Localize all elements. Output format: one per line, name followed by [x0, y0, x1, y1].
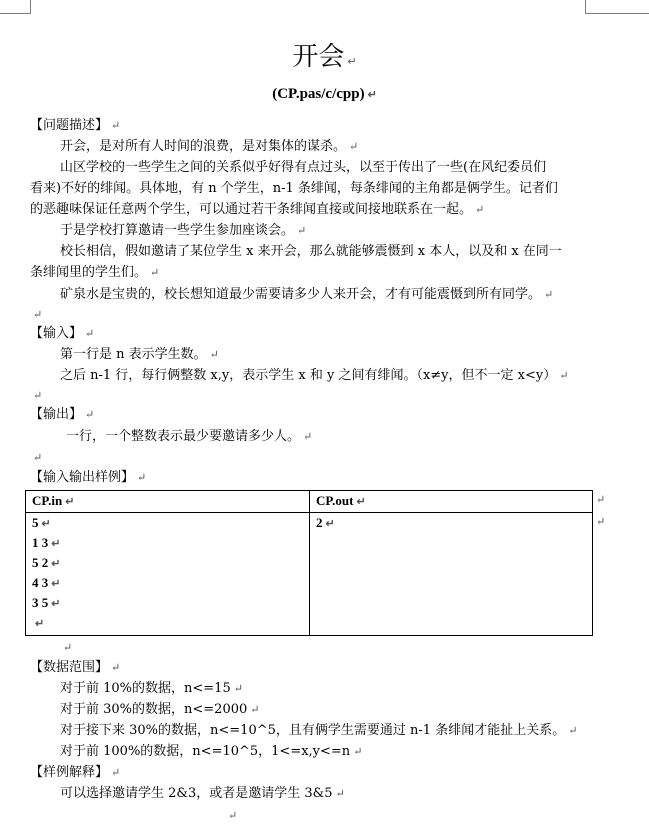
sample-in-row: 4 3 ↵ — [32, 575, 61, 590]
problem-line: 校长相信，假如邀请了某位学生 x 来开会，那么就能够震慑到 x 本人，以及和 x 在同一 — [60, 244, 562, 259]
problem-line: 山区学校的一些学生之间的关系似乎好得有点过头，以至于传出了一些(在风纪委员们 — [60, 160, 547, 175]
sample-heading: 【输入输出样例】 ↵ — [30, 470, 147, 485]
problem-line: 条绯闻里的学生们。 ↵ — [30, 265, 160, 280]
empty-paragraph-mark: ↵ — [35, 618, 45, 630]
sample-in-row: 3 5 ↵ — [32, 595, 61, 610]
page-corner-mark-right-v — [585, 0, 586, 14]
problem-line: 开会，是对所有人时间的浪费，是对集体的谋杀。 ↵ — [60, 139, 359, 154]
sample-in-header: CP.in ↵ — [32, 493, 75, 508]
range-line: 对于前 30%的数据，n<=2000 ↵ — [60, 702, 260, 717]
sample-out-row: 2 ↵ — [316, 515, 335, 530]
problem-line: 于是学校打算邀请一些学生参加座谈会。 ↵ — [60, 223, 307, 238]
range-line: 对于前 100%的数据，n<=10^5，1<=x,y<=n ↵ — [60, 744, 363, 759]
range-line: 对于接下来 30%的数据，n<=10^5，且有俩学生需要通过 n-1 条绯闻才能扯上关系。 ↵ — [60, 723, 578, 738]
range-line: 对于前 10%的数据，n<=15 ↵ — [60, 681, 243, 696]
page-corner-mark-left-v — [30, 0, 31, 14]
sample-out-header: CP.out ↵ — [316, 493, 366, 508]
page-corner-mark-left-h — [0, 13, 30, 14]
empty-paragraph-mark: ↵ — [33, 308, 43, 321]
output-heading: 【输出】 ↵ — [30, 407, 95, 422]
row-end-mark: ↵ — [596, 493, 606, 506]
input-line: 第一行是 n 表示学生数。 ↵ — [60, 347, 219, 362]
problem-heading: 【问题描述】 ↵ — [30, 118, 121, 133]
empty-paragraph-mark: ↵ — [228, 809, 238, 822]
input-line: 之后 n-1 行，每行俩整数 x,y，表示学生 x 和 y 之间有绯闻。（x≠y，但不一定 x<y） ↵ — [60, 368, 569, 383]
page-corner-mark-right-h — [585, 13, 649, 14]
empty-paragraph-mark: ↵ — [63, 641, 73, 654]
explain-line: 可以选择邀请学生 2&3，或者是邀请学生 3&5 ↵ — [60, 786, 345, 801]
sample-in-row: 5 2 ↵ — [32, 555, 61, 570]
explain-heading: 【样例解释】 ↵ — [30, 765, 121, 780]
sample-table — [25, 490, 593, 636]
output-line: 一行，一个整数表示最少要邀请多少人。 ↵ — [66, 429, 313, 444]
document-subtitle: (CP.pas/c/cpp) ↵ — [272, 86, 377, 102]
sample-table-divider — [309, 491, 310, 635]
empty-paragraph-mark: ↵ — [33, 451, 43, 464]
document-title: 开会 ↵ — [292, 42, 357, 72]
problem-line: 看来)不好的绯闻。具体地，有 n 个学生，n-1 条绯闻，每条绯闻的主角都是俩学生。记者们 — [30, 181, 558, 196]
row-end-mark: ↵ — [596, 515, 606, 528]
sample-in-row: 1 3 ↵ — [32, 535, 61, 550]
empty-paragraph-mark: ↵ — [33, 389, 43, 402]
problem-line: 的恶趣味保证任意两个学生，可以通过若干条绯闻直接或间接地联系在一起。 ↵ — [30, 202, 485, 217]
range-heading: 【数据范围】 ↵ — [30, 660, 121, 675]
sample-in-row: 5 ↵ — [32, 515, 51, 530]
input-heading: 【输入】 ↵ — [30, 326, 95, 341]
problem-line: 矿泉水是宝贵的，校长想知道最少需要请多少人来开会，才有可能震慑到所有同学。 ↵ — [60, 287, 554, 302]
